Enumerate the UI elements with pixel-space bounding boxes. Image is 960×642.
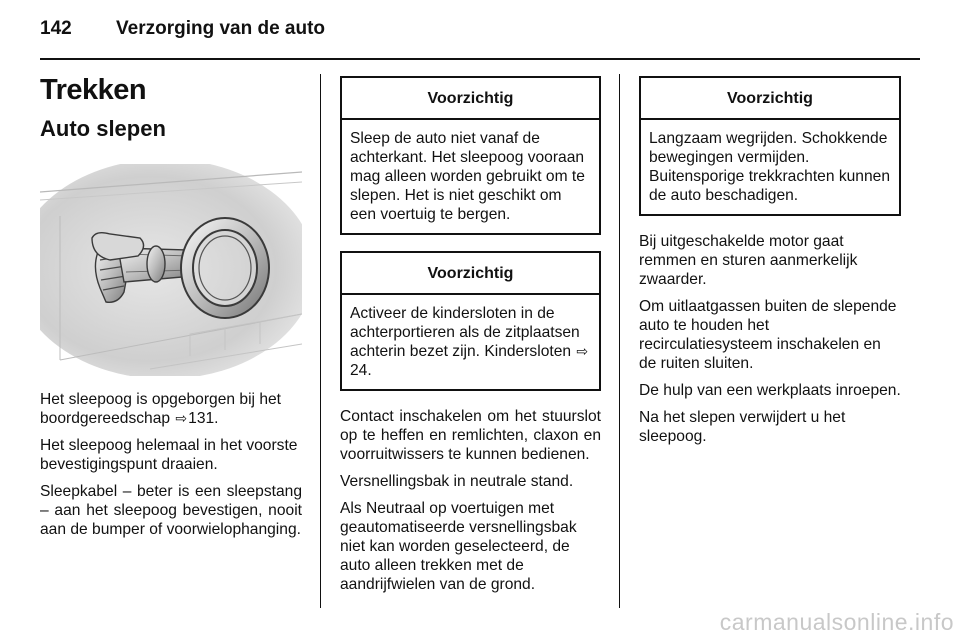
- reference-arrow-icon: ⇨: [175, 410, 188, 426]
- column-divider: [320, 74, 321, 608]
- paragraph: Na het slepen verwijdert u het sleepoog.: [639, 409, 846, 445]
- paragraph: De hulp van een werkplaats inroepen.: [639, 382, 901, 399]
- column-divider: [619, 74, 620, 608]
- paragraph: Sleepkabel – beter is een sleepstang – aan het sleepoog bevestigen, nooit aan de bumper of voorwielophanging.: [40, 483, 302, 538]
- paragraph: Contact inschakelen om het stuurslot op te heffen en remlichten, claxon en voorruitwissers te kunnen bedienen.: [340, 408, 601, 463]
- column-middle: [340, 76, 601, 602]
- caution-text: Sleep de auto niet vanaf de achterkant. Het sleepoog vooraan mag alleen worden gebruikt om te slepen. Het is niet geschikt om een voertuig te bergen.: [350, 130, 585, 223]
- caution-title: Voorzichtig: [342, 253, 599, 295]
- page-header: [40, 18, 325, 40]
- towing-eye-illustration: [40, 164, 302, 376]
- chapter-title: Trekken: [40, 74, 147, 106]
- caution-body: [342, 295, 599, 389]
- caution-title: Voorzichtig: [641, 78, 899, 120]
- header-rule: [40, 58, 920, 60]
- page-reference: 131.: [188, 410, 219, 427]
- section-heading: Auto slepen: [40, 116, 166, 141]
- paragraph: Het sleepoog is opgeborgen bij het boordgereedschap: [40, 391, 282, 427]
- page-reference: 24.: [350, 362, 372, 379]
- paragraph: Het sleepoog helemaal in het voorste bevestigingspunt draaien.: [40, 437, 298, 473]
- watermark: carmanualsonline.info: [719, 609, 954, 635]
- paragraph: Versnellingsbak in neutrale stand.: [340, 473, 574, 490]
- paragraph: Als Neutraal op voertuigen met geautomatiseerde versnellingsbak niet kan worden geselecteerd, de auto alleen trekken met de aandrijfwielen van de grond.: [340, 500, 577, 593]
- caution-box: [340, 76, 601, 235]
- caution-text: Activeer de kindersloten in de achterportieren als de zitplaatsen achterin bezet zijn. Kindersloten: [350, 305, 580, 360]
- section-title: Verzorging van de auto: [116, 18, 326, 39]
- paragraph: Om uitlaatgassen buiten de slepende auto te houden het recirculatiesysteem inschakelen en de ruiten sluiten.: [639, 298, 897, 372]
- caution-box: [340, 251, 601, 391]
- caution-text: Langzaam wegrijden. Schokkende bewegingen vermijden. Buitensporige trekkrachten kunnen de auto beschadigen.: [649, 130, 890, 204]
- caution-title: Voorzichtig: [342, 78, 599, 120]
- page-number: 142: [40, 18, 72, 39]
- column-right: [639, 76, 901, 454]
- reference-arrow-icon: ⇨: [576, 343, 589, 359]
- column-left: [40, 70, 302, 547]
- paragraph: Bij uitgeschakelde motor gaat remmen en sturen aanmerkelijk zwaarder.: [639, 233, 858, 288]
- caution-box: [639, 76, 901, 216]
